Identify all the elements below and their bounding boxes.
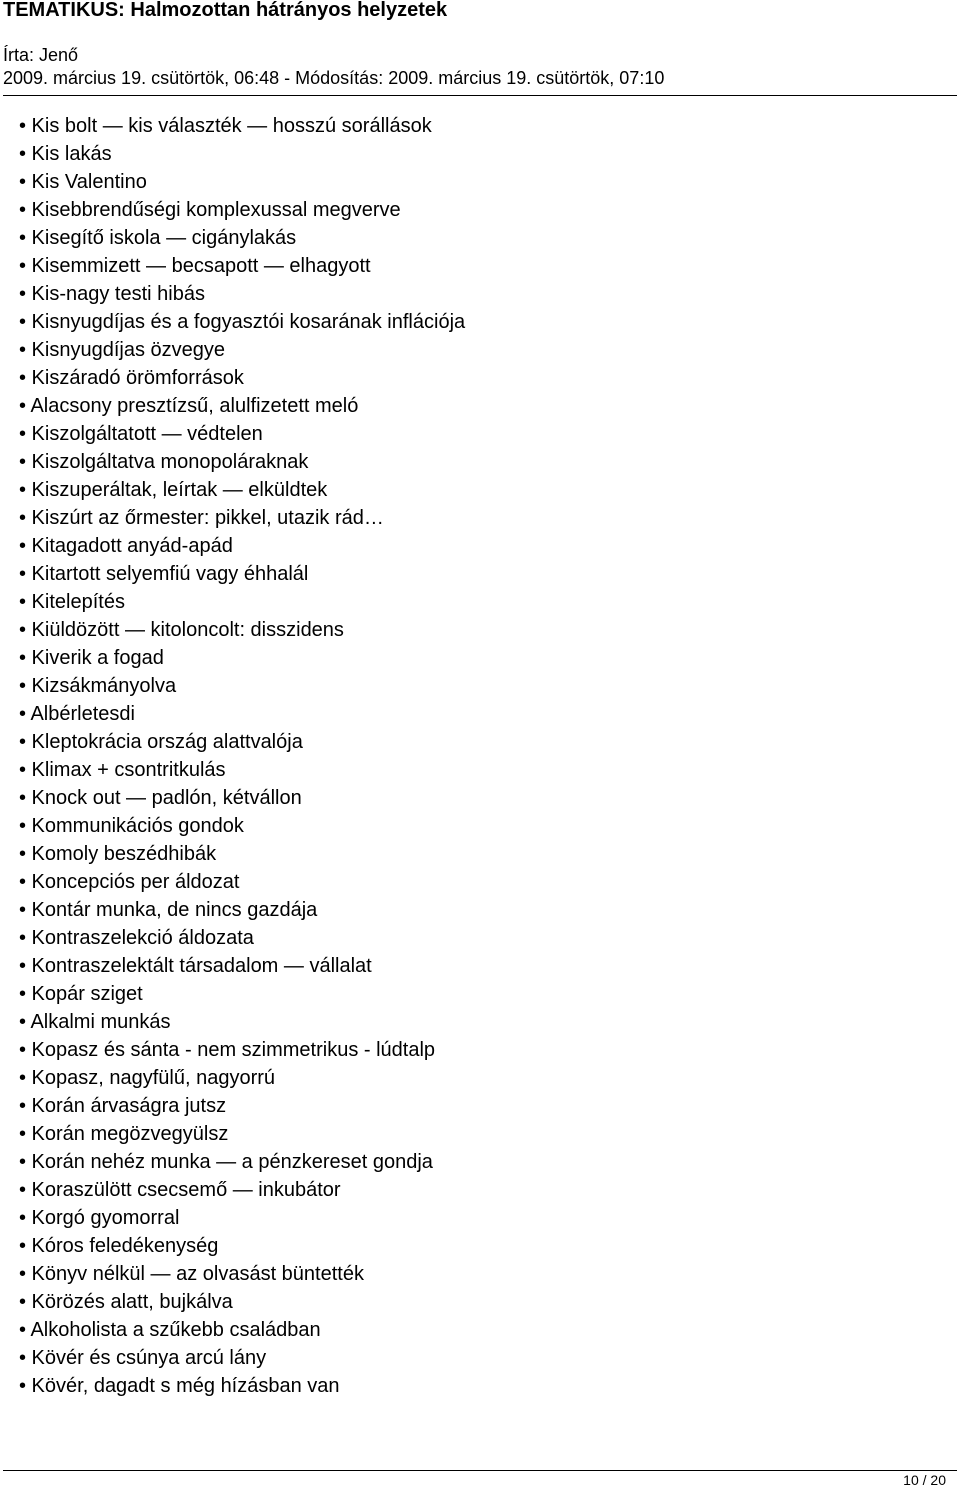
- list-item: • Klimax + csontritkulás: [19, 759, 226, 781]
- list-item: • Körözés alatt, bujkálva: [19, 1291, 233, 1313]
- list-item: • Komoly beszédhibák: [19, 843, 217, 865]
- list-item: • Korán megözvegyülsz: [19, 1123, 229, 1145]
- list-item: • Kisebbrendűségi komplexussal megverve: [19, 199, 401, 221]
- list-item: • Koraszülött csecsemő — inkubátor: [19, 1179, 341, 1201]
- list-item: • Kóros feledékenység: [19, 1235, 219, 1257]
- list-item: • Könyv nélkül — az olvasást büntették: [19, 1263, 364, 1285]
- list-item: • Kiszolgáltatva monopoláraknak: [19, 451, 309, 473]
- list-item: • Korán nehéz munka — a pénzkereset gondja: [19, 1151, 433, 1173]
- list-item: • Kizsákmányolva: [19, 675, 177, 697]
- list-item: • Kisemmizett — becsapott — elhagyott: [19, 255, 371, 277]
- document-header: [3, 0, 957, 88]
- list-item: • Kommunikációs gondok: [19, 815, 244, 837]
- footer-divider: [3, 1470, 957, 1471]
- list-item: • Kiszuperáltak, leírtak — elküldtek: [19, 479, 328, 501]
- list-item: • Kiszúrt az őrmester: pikkel, utazik rád…: [19, 507, 384, 529]
- list-item: • Kopasz, nagyfülű, nagyorrú: [19, 1067, 276, 1089]
- bullet-list: [19, 112, 949, 1400]
- list-item: • Albérletesdi: [19, 703, 135, 725]
- list-item: • Alkalmi munkás: [19, 1011, 171, 1033]
- document-title: TEMATIKUS: Halmozottan hátrányos helyzetek: [3, 0, 448, 21]
- list-item: • Kis lakás: [19, 143, 112, 165]
- list-item: • Kis Valentino: [19, 171, 147, 193]
- list-item: • Kiüldözött — kitoloncolt: disszidens: [19, 619, 344, 641]
- list-item: • Knock out — padlón, kétvállon: [19, 787, 302, 809]
- list-item: • Korgó gyomorral: [19, 1207, 180, 1229]
- list-item: • Kontár munka, de nincs gazdája: [19, 899, 318, 921]
- header-divider: [3, 95, 957, 96]
- list-item: • Kitelepítés: [19, 591, 125, 613]
- list-item: • Kitartott selyemfiú vagy éhhalál: [19, 563, 309, 585]
- list-item: • Kitagadott anyád-apád: [19, 535, 233, 557]
- list-item: • Kisegítő iskola — cigánylakás: [19, 227, 297, 249]
- list-item: • Kontraszelekció áldozata: [19, 927, 254, 949]
- list-item: • Kiszáradó örömforrások: [19, 367, 244, 389]
- list-item: • Kis bolt — kis választék — hosszú sorállások: [19, 115, 432, 137]
- list-item: • Kopár sziget: [19, 983, 143, 1005]
- list-item: • Kontraszelektált társadalom — vállalat: [19, 955, 372, 977]
- list-item: • Kövér, dagadt s még hízásban van: [19, 1375, 340, 1397]
- list-item: • Korán árvaságra jutsz: [19, 1095, 227, 1117]
- list-item: • Kiszolgáltatott — védtelen: [19, 423, 263, 445]
- list-item: • Alacsony presztízsű, alulfizetett meló: [19, 395, 359, 417]
- author-line: Írta: Jenő: [3, 45, 79, 65]
- page-number: 10 / 20: [903, 1472, 946, 1488]
- list-item: • Kis-nagy testi hibás: [19, 283, 205, 305]
- list-item: • Koncepciós per áldozat: [19, 871, 240, 893]
- list-item: • Kisnyugdíjas özvegye: [19, 339, 226, 361]
- list-item: • Kiverik a fogad: [19, 647, 164, 669]
- list-item: • Kopasz és sánta - nem szimmetrikus - lúdtalp: [19, 1039, 436, 1061]
- list-item: • Kisnyugdíjas és a fogyasztói kosarának inflációja: [19, 311, 466, 333]
- list-item: • Kövér és csúnya arcú lány: [19, 1347, 267, 1369]
- date-line: 2009. március 19. csütörtök, 06:48 - Módosítás: 2009. március 19. csütörtök, 07:10: [3, 68, 665, 88]
- list-item: • Alkoholista a szűkebb családban: [19, 1319, 321, 1341]
- list-item: • Kleptokrácia ország alattvalója: [19, 731, 303, 753]
